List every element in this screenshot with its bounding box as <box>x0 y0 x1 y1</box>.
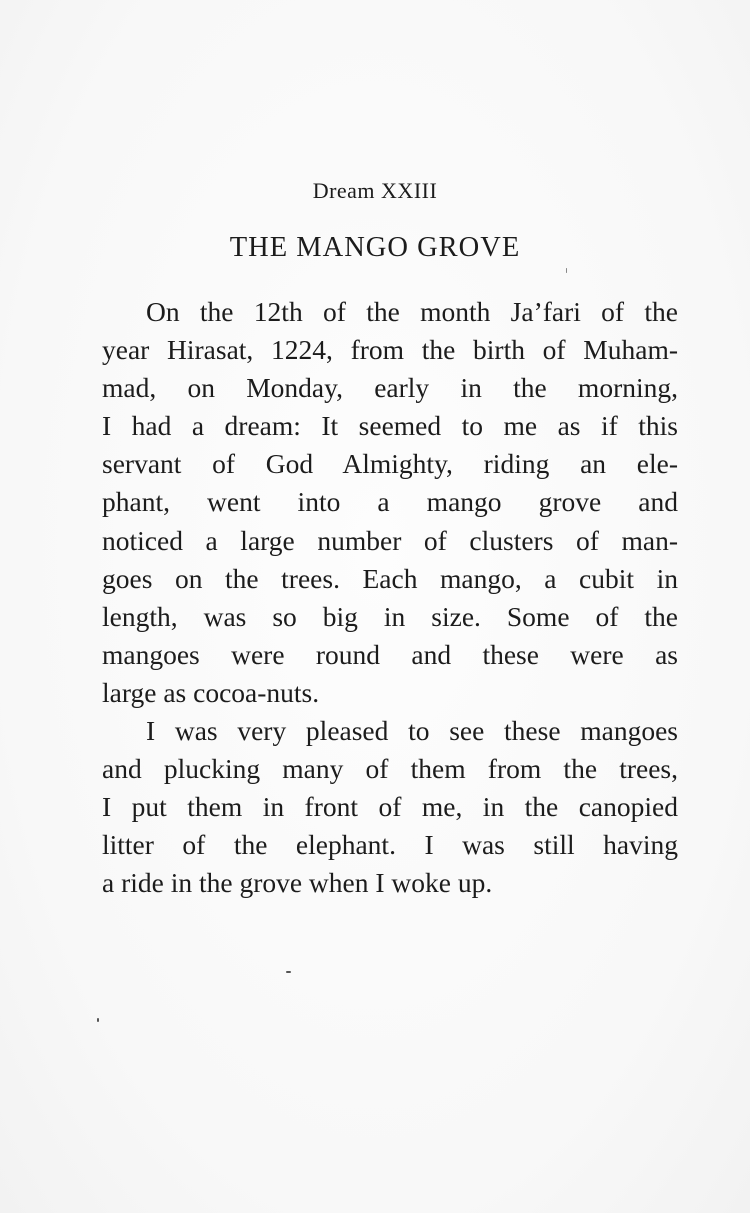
paragraph-1 <box>102 293 678 712</box>
paragraph-2 <box>102 712 678 902</box>
text-line: phant, went into a mango grove and <box>102 486 678 518</box>
text-line: mangoes were round and these were as <box>102 638 678 670</box>
text-line: On the 12th of the month Ja’fari of the <box>146 296 678 327</box>
text-line: and plucking many of them from the trees, <box>102 753 678 785</box>
text-line: large as cocoa-nuts. <box>102 676 320 708</box>
print-speck <box>286 971 291 973</box>
text-line: length, was so big in size. Some of the <box>102 600 678 632</box>
text-line: goes on the trees. Each mango, a cubit in <box>102 562 678 594</box>
text-line: I had a dream: It seemed to me as if this <box>102 410 678 442</box>
text-line: I put them in front of me, in the canopied <box>102 791 678 823</box>
print-speck <box>566 268 567 273</box>
chapter-title: THE MANGO GROVE <box>229 232 521 263</box>
text-line: noticed a large number of clusters of man- <box>102 524 678 556</box>
text-line: I was very pleased to see these mangoes <box>146 715 678 746</box>
dream-number-heading: Dream XXIII <box>312 178 438 203</box>
text-line: mad, on Monday, early in the morning, <box>102 372 678 404</box>
text-line: servant of God Almighty, riding an ele- <box>102 448 678 480</box>
print-speck <box>97 1018 99 1022</box>
text-line: a ride in the grove when I woke up. <box>102 867 493 899</box>
text-line: litter of the elephant. I was still having <box>102 829 678 861</box>
text-line: year Hirasat, 1224, from the birth of Muham- <box>102 334 678 366</box>
